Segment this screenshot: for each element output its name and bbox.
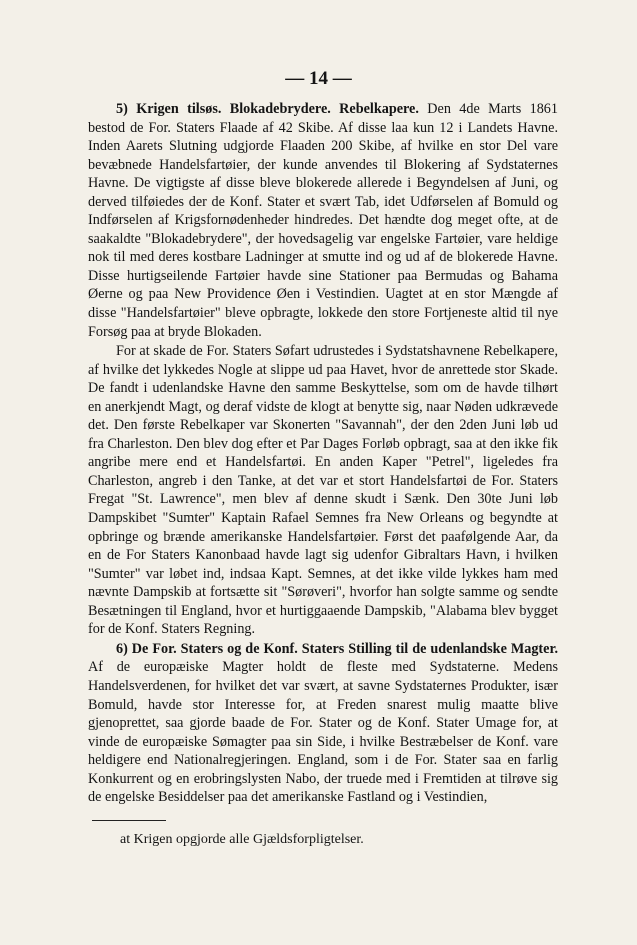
footnote: at Krigen opgjorde alle Gjældsforpligtelser. xyxy=(120,832,364,847)
paragraph-foreign-powers xyxy=(88,640,558,807)
paragraph-text: Af de europæiske Magter holdt de fleste med Sydstaterne. Medens Handelsverdenen, for hvilket det var svært, at savne Sydstaternes Produkter, især Bomuld, havde stor Interesse for, at Freden snarest mulig maatte blive gjenoprettet, saa gjorde baade de For. Stater og de Konf. Stater Umage for, at vinde de europæiske Sømagter paa sin Side, i hvilke Bestræbelser de Konf. vare heldigere end Nationalregjeringen. England, som i de For. Stater saa en farlig Konkurrent og en erobringslysten Nabo, der truede med i Fremtiden at tilrøve sig de engelske Besiddelser paa det amerikanske Fastland og i Vestindien, xyxy=(88,659,558,806)
paragraph-text: For at skade de For. Staters Søfart udrustedes i Sydstatshavnene Rebelkapere, af hvilke det lykkedes Nogle at slippe ud paa Havet, hvor de anrettede stor Skade. De fandt i udenlandske Havne den samme Beskyttelse, som om de havde tilhørt en anerkjendt Magt, og deraf vidste de klogt at benytte sig, naar Nøden udkrævede det. Den første Rebelkaper var Skonerten "Savannah", der den 2den Juni løb ud fra Charleston. Den blev dog efter et Par Dages Forløb opbragt, saa at den ikke fik angribe mere end et Handelsfartøi. En anden Kaper "Petrel", ligeledes fra Charleston, angreb i den Tanke, at det var et stort Handelsfartøi de For. Staters Fregat "St. Lawrence", men blev af denne skudt i Sænk. Den 30te Juni løb Dampskibet "Sumter" Kaptain Rafael Semnes fra New Orleans og begyndte at opbringe og brænde amerikanske Handelsfartøier. Først det paafølgende Aar, da en de For Staters Kanonbaad havde lagt sig udenfor Gibraltars Havn, i hvilken "Sumter" var løbet ind, indsaa Kapt. Semnes, at det ikke vilde lykkes ham med nævnte Dampskib at fortsætte sit "Sørøveri", hvorfor han solgte samme og sendte Besætningen til England, hvor et hurtiggaaende Dampskib, "Alabama blev bygget for de Konf. Staters Regning. xyxy=(88,343,558,638)
paragraph-text: Den 4de Marts 1861 bestod de For. Staters Flaade af 42 Skibe. Af disse laa kun 12 i Landets Havne. Inden Aarets Slutning udgjorde Flaaden 200 Skibe, af hvilke en stor Del vare bevæbnede Handelsfartøier, der kunde anvendes til Blokering af Sydstaternes Havne. De vigtigste af disse bleve blokerede allerede i Begyndelsen af Juni, og derved tilføiedes der de Konf. Stater et svært Tab, idet Udførselen af Bomuld og Indførselen af Krigsfornødenheder hindredes. Det hændte dog meget ofte, at de saakaldte "Blokadebrydere", der hovedsagelig var engelske Fartøier, vare heldige nok til med deres kostbare Ladninger at smutte ind og ud af de blokerede Havne. Disse hurtigseilende Fartøier havde sine Stationer paa Bermudas og Bahama Øerne og paa New Providence Øen i Vestindien. Uagtet at en stor Mængde af disse "Handelsfartøier" bleve opbragte, lokkede den store Fortjeneste altid til nye Forsøg paa at bryde Blokaden. xyxy=(88,101,558,340)
section-heading: 5) Krigen tilsøs. Blokadebrydere. Rebelkapere. xyxy=(116,101,419,117)
paragraph-blockade-runners xyxy=(88,100,558,341)
footnote-divider xyxy=(92,820,166,821)
body-text xyxy=(88,100,558,807)
section-heading: 6) De For. Staters og de Konf. Staters Stilling til de udenlandske Magter. xyxy=(116,640,558,657)
page-number: — 14 — xyxy=(285,68,352,89)
paragraph-privateers xyxy=(88,342,558,639)
